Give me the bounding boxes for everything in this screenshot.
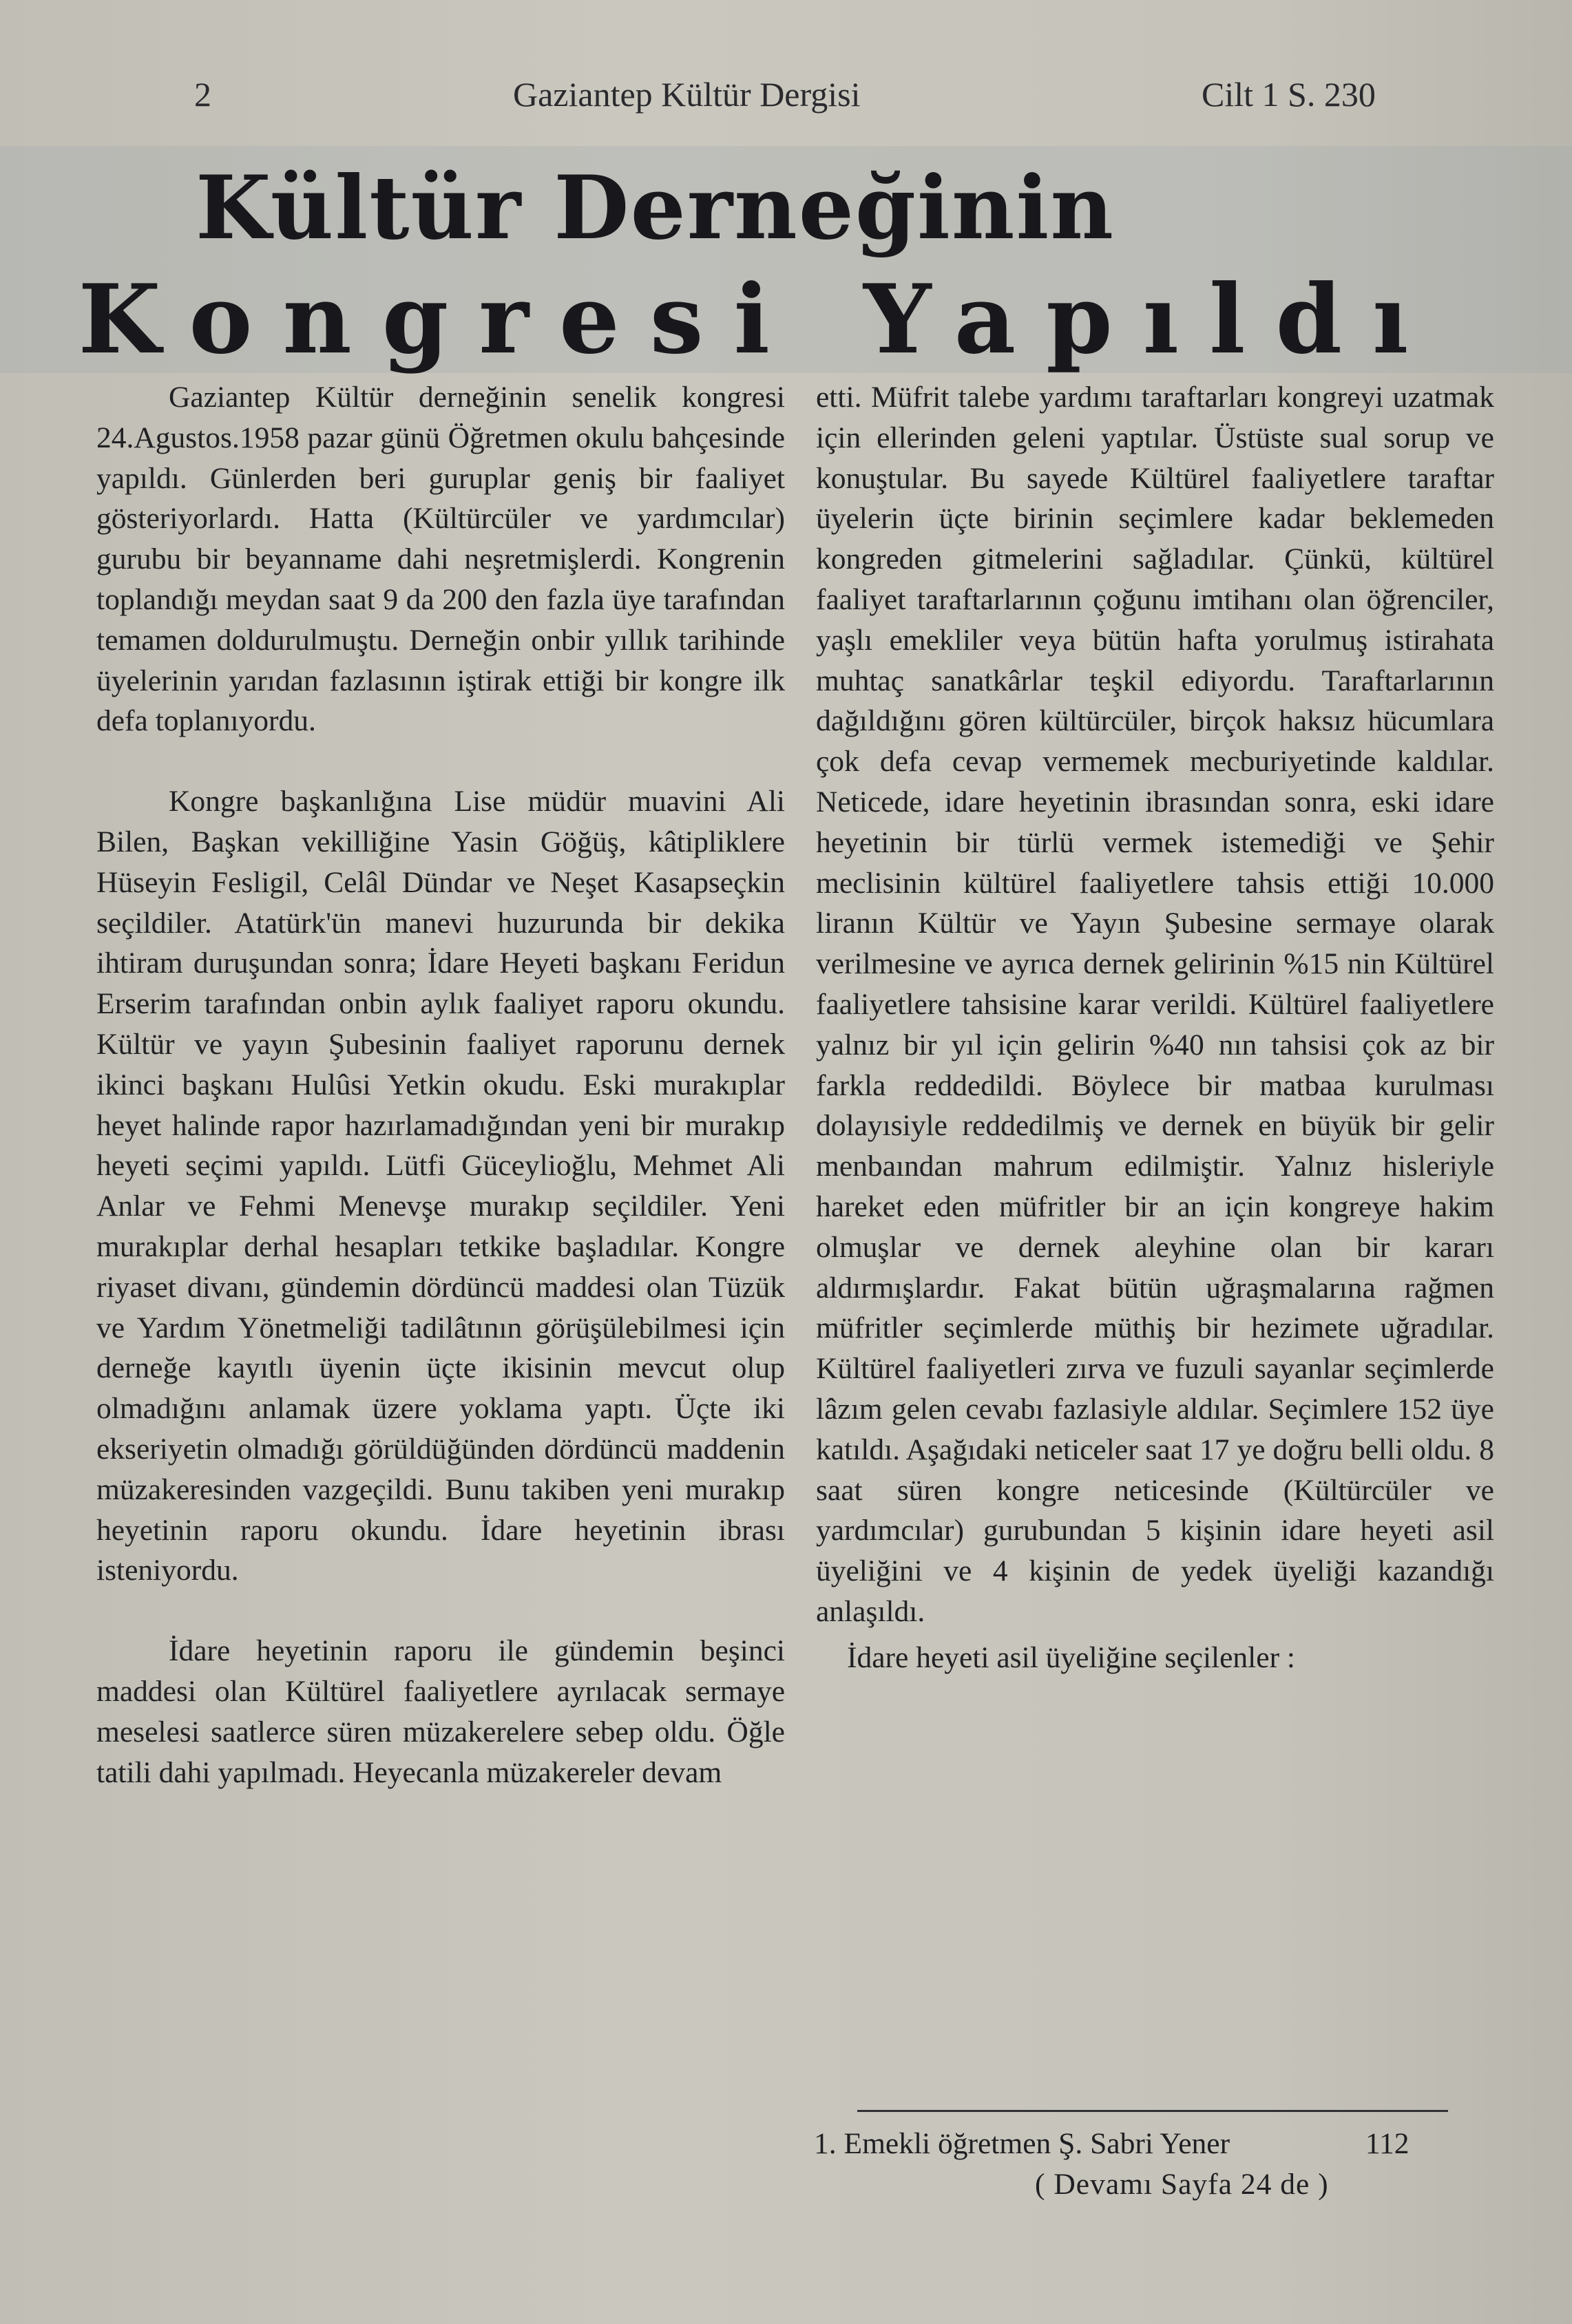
headline-line-2: Kongresi Yapıldı	[78, 263, 1439, 375]
paragraph: Gaziantep Kültür derneğinin senelik kongresi 24.Agustos.1958 pazar günü Öğretmen okulu bahçesinde yapıldı. Günlerden beri guruplar geniş bir faaliyet gösteriyorlardı. Hatta (Kültürcüler ve yardımcılar) gurubu bir beyanname dahi neşretmişlerdi. Kongrenin toplandığı meydan saat 9 da 200 den fazla üye tarafından temamen doldurulmuştu. Derneğin onbir yıllık tarihinde üyelerinin yarıdan fazlasının iştirak ettiği bir kongre ilk defa toplanıyordu.	[96, 381, 785, 738]
magazine-name: Gaziantep Kültür Dergisi	[513, 75, 861, 114]
list-divider	[857, 2110, 1448, 2112]
article-column-left	[96, 377, 785, 1793]
elected-member-name: 1. Emekli öğretmen Ş. Sabri Yener	[814, 2127, 1230, 2160]
paragraph: etti. Müfrit talebe yardımı taraftarları kongreyi uzatmak için ellerinden geleni yaptılar. Üstüste sual sorup ve konuştular. Bu sayede Kültürel faaliyetlere taraftar üyelerin üçte birinin seçimlere kadar beklemeden kongreden gitmelerini sağladılar. Çünkü, kültürel faaliyet taraftarlarının çoğunu imtihanı olan öğrenciler, yaşlı emekliler veya bütün hafta yorulmuş istirahata muhtaç sanatkârlar teşkil ediyordu. Taraftarlarının dağıldığını gören kültürcüler, birçok haksız hücumlara çok defa cevap vermemek mecburiyetinde kaldılar. Neticede, idare heyetinin ibrasından sonra, eski idare heyetinin bir türlü vermek istemediği ve Şehir meclisinin kültürel faaliyetlere tahsis ettiği 10.000 liranın Kültür ve Yayın Şubesine sermaye olarak verilmesine ve ayrıca dernek gelirinin %15 nin Kültürel faaliyetlere tahsisine karar verildi. Kültürel faaliyetlere yalnız bir yıl için gelirin %40 nın tahsisi çok az bir farkla reddedildi. Böylece bir matbaa kurulması dolayısiyle reddedilmiş ve dernek en büyük bir gelir menbaından mahrum edilmiştir. Yalnız hisleriyle hareket eden müfritler bir an için kongreye hakim olmuşlar ve dernek aleyhine olan bir kararı aldırmışlardır. Fakat bütün uğraşmalarına rağmen müfritler seçimlerde müthiş bir hezimete uğradılar. Kültürel faaliyetleri zırva ve fuzuli sayanlar seçimlerde lâzım gelen cevabı fazlasiyle aldılar. Seçimlere 152 üye katıldı. Aşağıdaki neticeler saat 17 ye doğru belli oldu. 8 saat süren kongre neticesinde (Kültürcüler ve yardımcılar) gurubundan 5 kişinin idare heyeti asil üyeliğini ve 4 kişinin de yedek üyeliği kazandığı anlaşıldı.	[816, 381, 1494, 1628]
elected-member-votes: 112	[1365, 2127, 1409, 2160]
elected-member	[814, 2124, 1409, 2164]
article-column-right	[816, 377, 1494, 1678]
running-header	[0, 74, 1572, 123]
paragraph: Kongre başkanlığına Lise müdür muavini Ali Bilen, Başkan vekilliğine Yasin Göğüş, kâtipliklere Hüseyin Fesligil, Celâl Dündar ve Neşet Kasapseçkin seçildiler. Atatürk'ün manevi huzurunda bir dekika ihtiram duruşundan sonra; İdare Heyeti başkanı Feridun Erserim tarafından onbin aylık faaliyet raporu okundu. Kültür ve yayın Şubesinin faaliyet raporunu dernek ikinci başkanı Hulûsi Yetkin okudu. Eski murakıplar heyet halinde rapor hazırlamadığından yeni bir murakıp heyeti seçimi yapıldı. Lütfi Güceylioğlu, Mehmet Ali Anlar ve Fehmi Menevşe murakıp seçildiler. Yeni murakıplar derhal hesapları tetkike başladılar. Kongre riyaset divanı, gündemin dördüncü maddesi olan Tüzük ve Yardım Yönetmeliği tadilâtının görüşülebilmesi için derneğe kayıtlı üyenin üçte ikisinin mevcut olup olmadığını anlamak üzere yoklama yaptı. Üçte iki ekseriyetin olmadığı görüldüğünden dördüncü maddenin müzakeresinden vazgeçildi. Bunu takiben yeni murakıp heyetinin raporu okundu. İdare heyetinin ibrası isteniyordu.	[96, 785, 785, 1587]
headline-line-1: Kültür Derneğinin	[196, 157, 1115, 259]
page-number: 2	[194, 75, 211, 114]
paragraph: İdare heyetinin raporu ile gündemin beşinci maddesi olan Kültürel faaliyetlere ayrılacak sermaye meselesi saatlerce süren müzakerelere sebep oldu. Öğle tatili dahi yapılmadı. Heyecanla müzakereler devam	[96, 1634, 785, 1789]
continuation-note: ( Devamı Sayfa 24 de )	[1035, 2168, 1329, 2201]
volume-issue: Cilt 1 S. 230	[1202, 75, 1376, 114]
elected-list-heading: İdare heyeti asil üyeliğine seçilenler :	[847, 1640, 1296, 1674]
